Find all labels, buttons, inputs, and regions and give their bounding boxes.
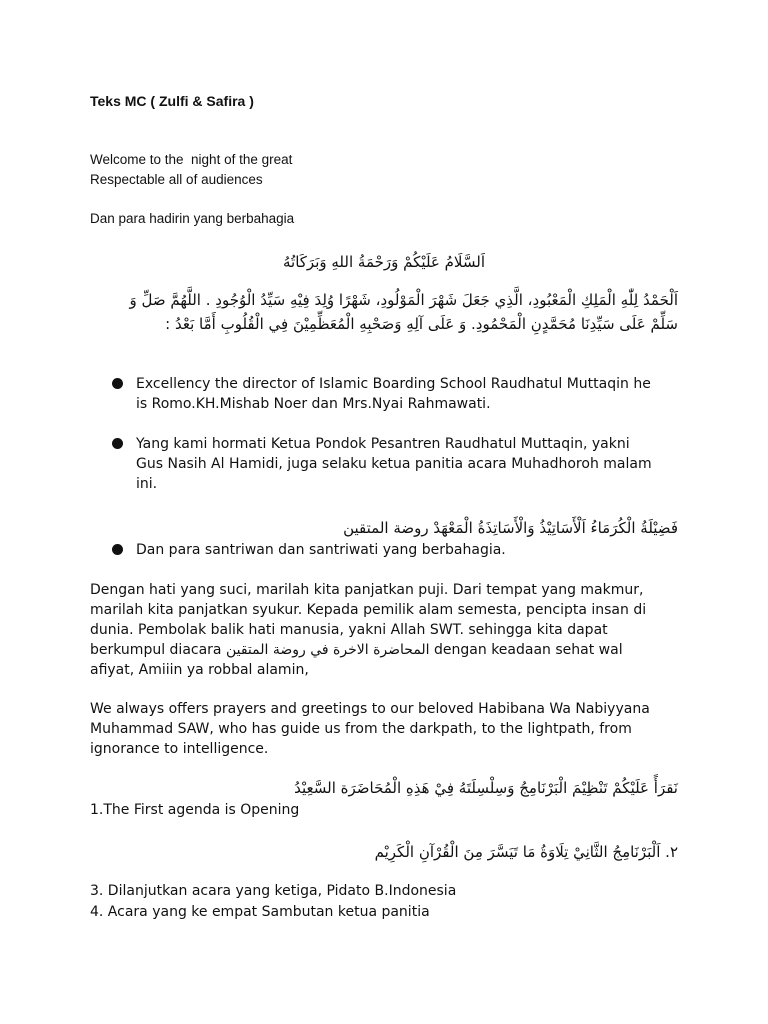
opening-paragraph	[90, 580, 680, 680]
paragraph-1-line-1: Dengan hati yang suci, marilah kita panjatkan puji. Dari tempat yang makmur,	[90, 582, 644, 598]
paragraph-2-line-3: ignorance to intelligence.	[90, 741, 269, 757]
paragraph-1-line-4-end: dengan keadaan sehat wal	[434, 642, 623, 658]
paragraph-1-line-5: afiyat, Amiiin ya robbal alamin,	[90, 662, 309, 678]
paragraph-1-line-4	[90, 640, 680, 660]
bullet-icon	[112, 544, 123, 555]
welcome-block	[90, 150, 680, 190]
bullet-2-line-3: ini.	[136, 476, 158, 492]
event-name-arabic: المحاضرة الاخرة في روضة المتقين	[225, 642, 430, 658]
agenda-item-1: 1.The First agenda is Opening	[90, 802, 300, 818]
greeting-line: Dan para hadirin yang berbahagia	[90, 211, 295, 226]
document-title: Teks MC ( Zulfi & Safira )	[90, 93, 254, 109]
agenda-item-3: 3. Dilanjutkan acara yang ketiga, Pidato B.Indonesia	[90, 883, 457, 899]
salawat-paragraph	[90, 699, 680, 759]
paragraph-2-line-1: We always offers prayers and greetings to our beloved Habibana Wa Nabiyyana	[90, 701, 650, 717]
bullet-item-1	[112, 374, 672, 414]
bullet-icon	[112, 378, 123, 389]
welcome-line-1: Welcome to the night of the great	[90, 152, 293, 167]
fadhilah-line: فَضِيْلَةُ الْكُرَمَاءُ اَلْأَسَاتِيْذُ وَالْأَسَاتِذَةُ الْمَعْهَدْ روضة المتقين	[343, 519, 678, 537]
welcome-line-2: Respectable all of audiences	[90, 172, 263, 187]
paragraph-1-line-2: marilah kita panjatkan syukur. Kepada pemilik alam semesta, pencipta insan di	[90, 602, 647, 618]
agenda-item-4: 4. Acara yang ke empat Sambutan ketua panitia	[90, 904, 430, 920]
paragraph-2-line-2: Muhammad SAW, who has guide us from the darkpath, to the lightpath, from	[90, 721, 632, 737]
paragraph-1-line-3: dunia. Pembolak balik hati manusia, yakni Allah SWT. sehingga kita dapat	[90, 622, 608, 638]
paragraph-1-line-4-start: berkumpul diacara	[90, 642, 222, 658]
hamdalah-line-1: اَلْحَمْدُ لِلّٰهِ الْمَلِكِ الْمَعْبُودِ، الَّذِي جَعَلَ شَهْرَ الْمَوْلُودِ، شَهْرًا وُلِدَ فِيْهِ سَيِّدُ الْوُجُودِ . اللَّهُمَّ صَلِّ وَ	[129, 291, 678, 309]
bullet-1-line-1: Excellency the director of Islamic Boarding School Raudhatul Muttaqin he	[136, 376, 651, 392]
bullet-3-text: Dan para santriwan dan santriwati yang berbahagia.	[136, 542, 506, 558]
bullet-item-3	[112, 540, 672, 560]
agenda-item-2-arabic: ٢. اَلْبَرْنَامِجُ الثَّانِيْ تِلَاوَةُ مَا تَيَسَّرَ مِنَ الْقُرْآنِ الْكَرِيْم	[374, 843, 678, 861]
bullet-1-line-2: is Romo.KH.Mishab Noer dan Mrs.Nyai Rahmawati.	[136, 396, 491, 412]
bullet-icon	[112, 438, 123, 449]
hamdalah-line-2: سَلِّمْ عَلَى سَيِّدِنَا مُحَمَّدٍنِ الْمَحْمُودِ. وَ عَلَى آلِهِ وَصَحْبِهِ الْمُعَظِّمِيْنَ فِي الْقُلُوبِ أَمَّا بَعْدُ :	[165, 315, 678, 333]
bullet-2-line-1: Yang kami hormati Ketua Pondok Pesantren Raudhatul Muttaqin, yakni	[136, 436, 630, 452]
salam-line: اَلسَّلَامُ عَلَيْكُمْ وَرَحْمَةُ اللهِ وَبَرَكَاتُهُ	[283, 253, 485, 271]
bullet-item-2	[112, 434, 672, 494]
bullet-2-line-2: Gus Nasih Al Hamidi, juga selaku ketua panitia acara Muhadhoroh malam	[136, 456, 652, 472]
agenda-intro-arabic: نَقرَأً عَلَيْكُمْ تَنْظِيْمَ الْبَرْنَامِجُ وَسِلْسِلَتَهُ فِيْ هَذِهِ الْمُحَاضَرَة السَّعِيْدُ	[294, 779, 678, 797]
hamdalah-block	[90, 288, 678, 336]
